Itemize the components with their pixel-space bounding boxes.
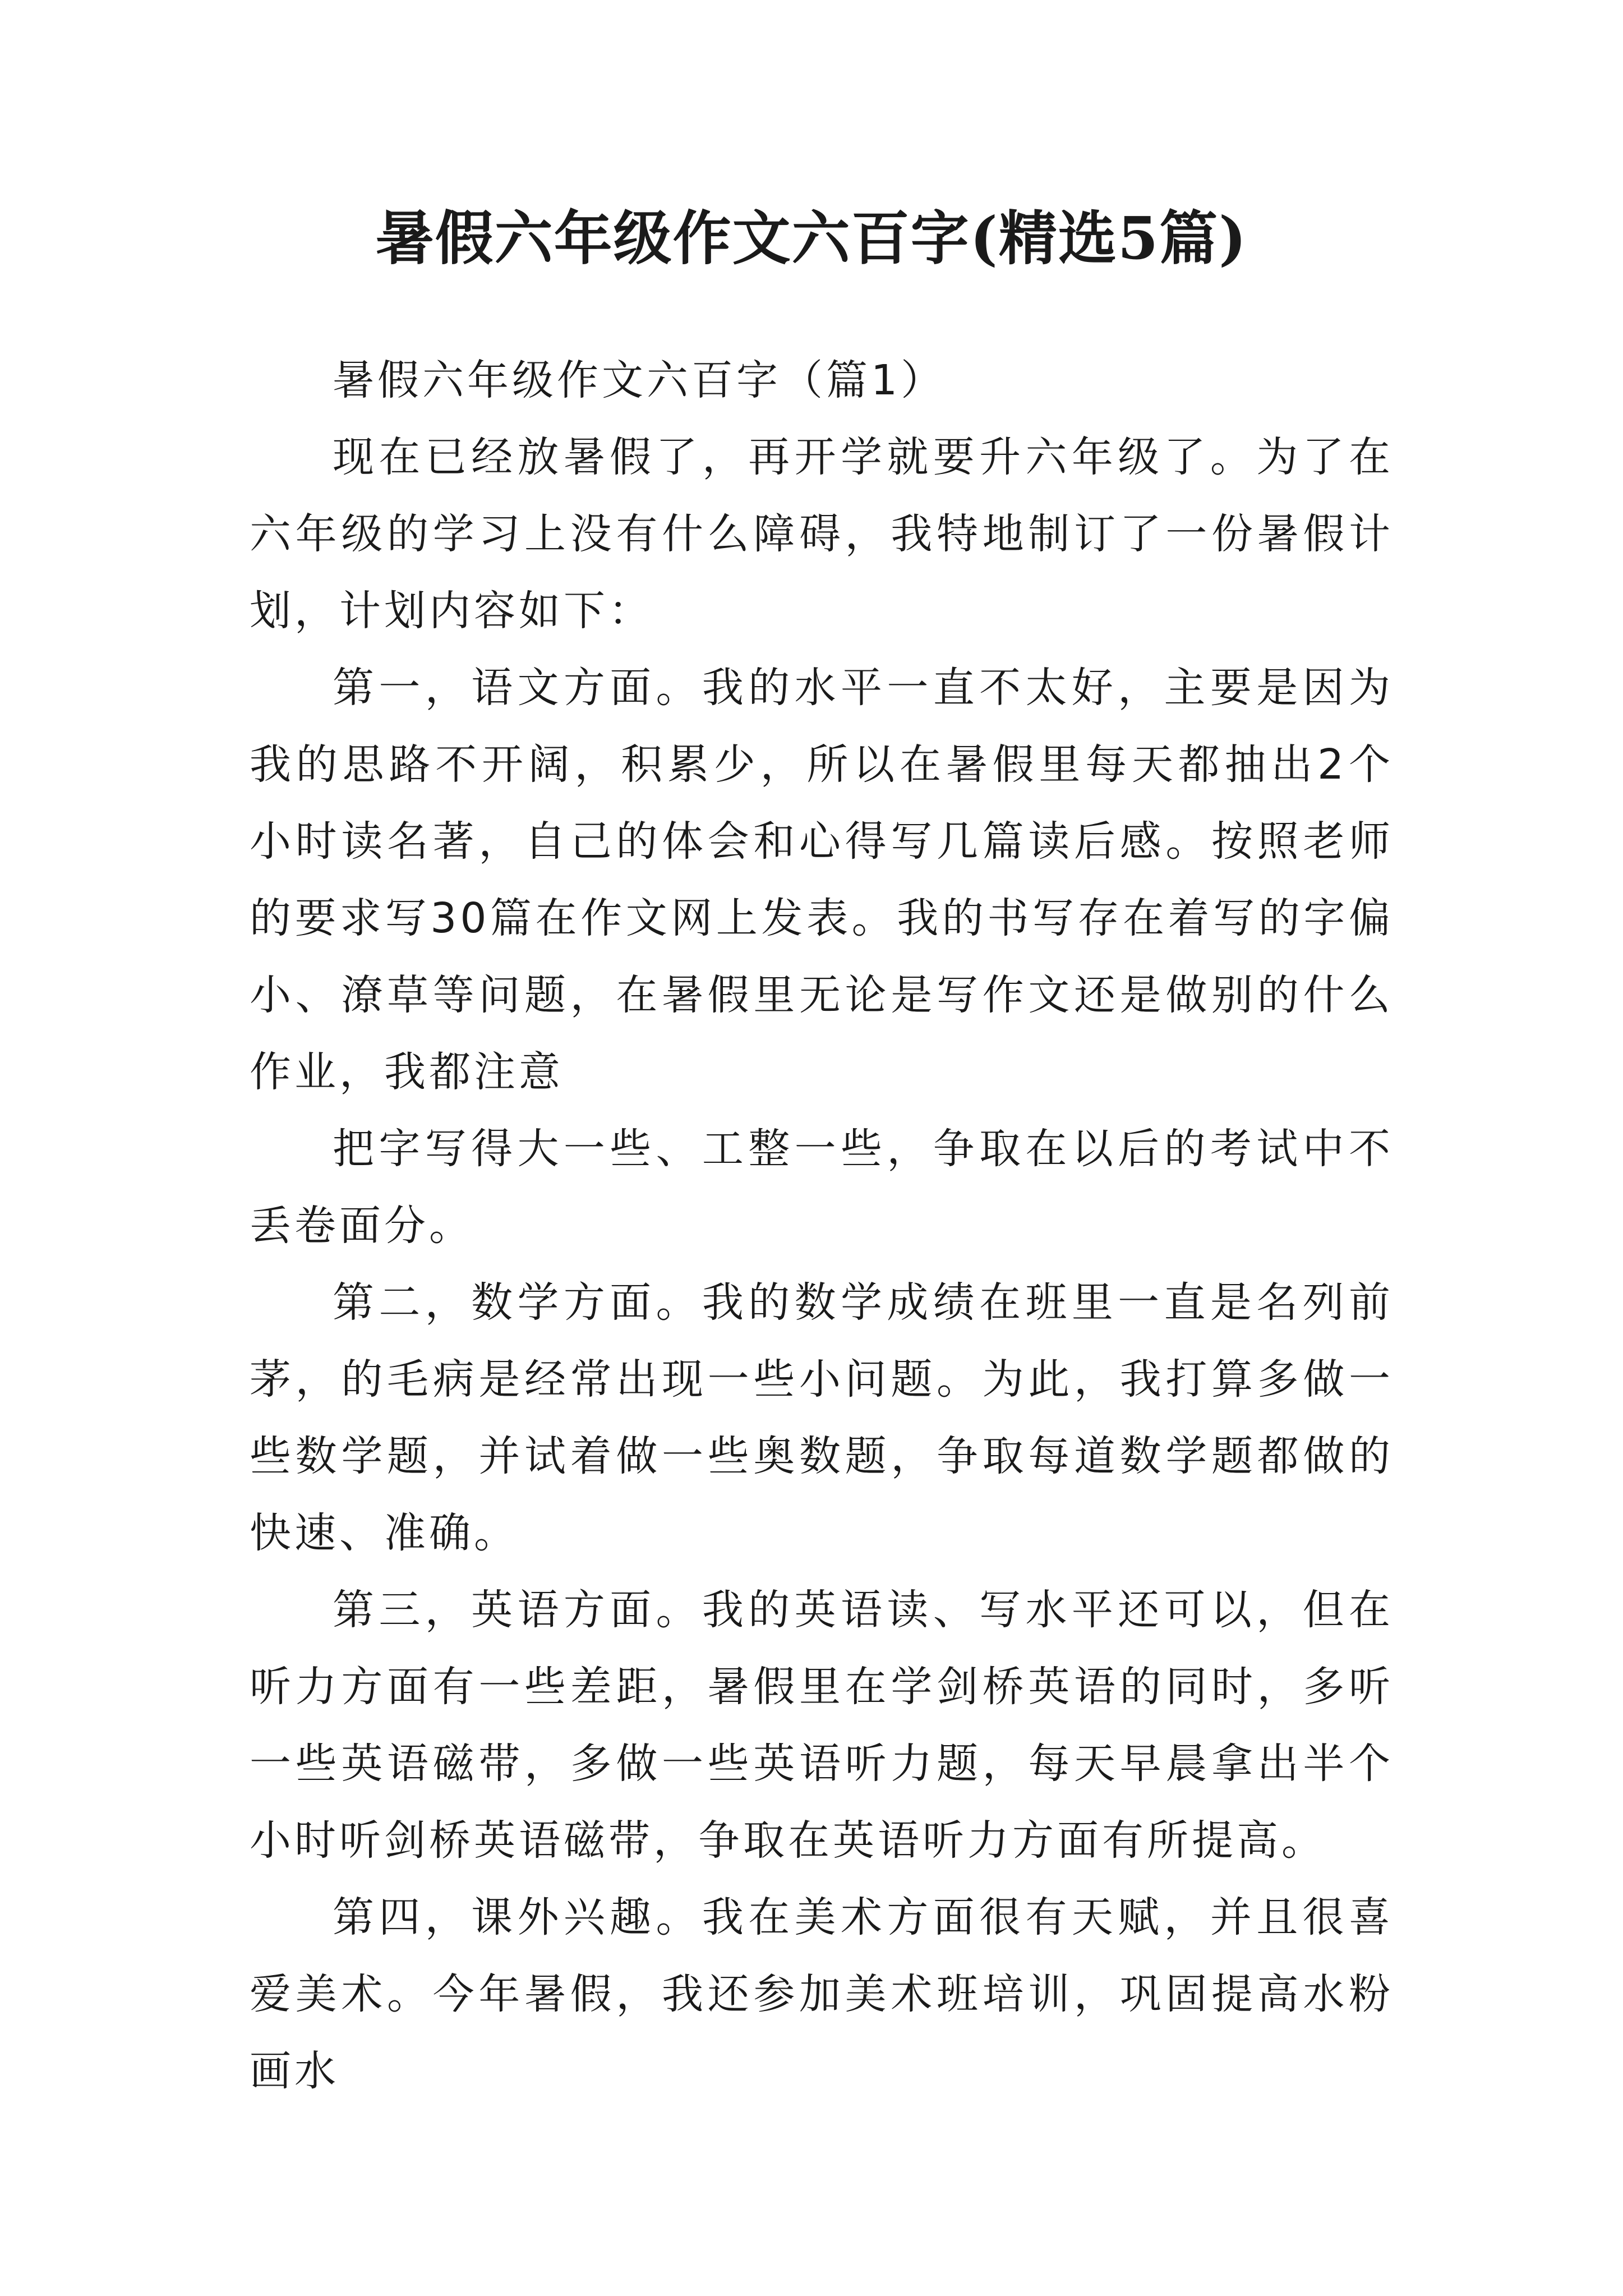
paragraph: 第二，数学方面。我的数学成绩在班里一直是名列前茅，的毛病是经常出现一些小问题。为此，我打算多做一些数学题，并试着做一些奥数题，争取每道数学题都做的快速、准确。 <box>250 1278 1394 1557</box>
section-heading: 暑假六年级作文六百字（篇1） <box>333 356 946 404</box>
paragraph: 第四，课外兴趣。我在美术方面很有天赋，并且很喜爱美术。今年暑假，我还参加美术班培训，巩固提高水粉画水 <box>250 1893 1394 2095</box>
document-title: 暑假六年级作文六百字(精选5篇) <box>375 204 1248 273</box>
document-body <box>250 342 1394 2110</box>
paragraph: 现在已经放暑假了，再开学就要升六年级了。为了在六年级的学习上没有什么障碍，我特地制订了一份暑假计划，计划内容如下： <box>250 433 1394 635</box>
paragraph: 第三，英语方面。我的英语读、写水平还可以，但在听力方面有一些差距，暑假里在学剑桥英语的同时，多听一些英语磁带，多做一些英语听力题，每天早晨拿出半个小时听剑桥英语磁带，争取在英语听力方面有所提高。 <box>250 1586 1394 1865</box>
paragraph: 第一，语文方面。我的水平一直不太好，主要是因为我的思路不开阔，积累少，所以在暑假里每天都抽出2个小时读名著，自己的体会和心得写几篇读后感。按照老师的要求写30篇在作文网上发表。我的书写存在着写的字偏小、潦草等问题，在暑假里无论是写作文还是做别的什么作业，我都注意 <box>250 664 1394 1096</box>
paragraph: 把字写得大一些、工整一些，争取在以后的考试中不丢卷面分。 <box>250 1125 1394 1250</box>
